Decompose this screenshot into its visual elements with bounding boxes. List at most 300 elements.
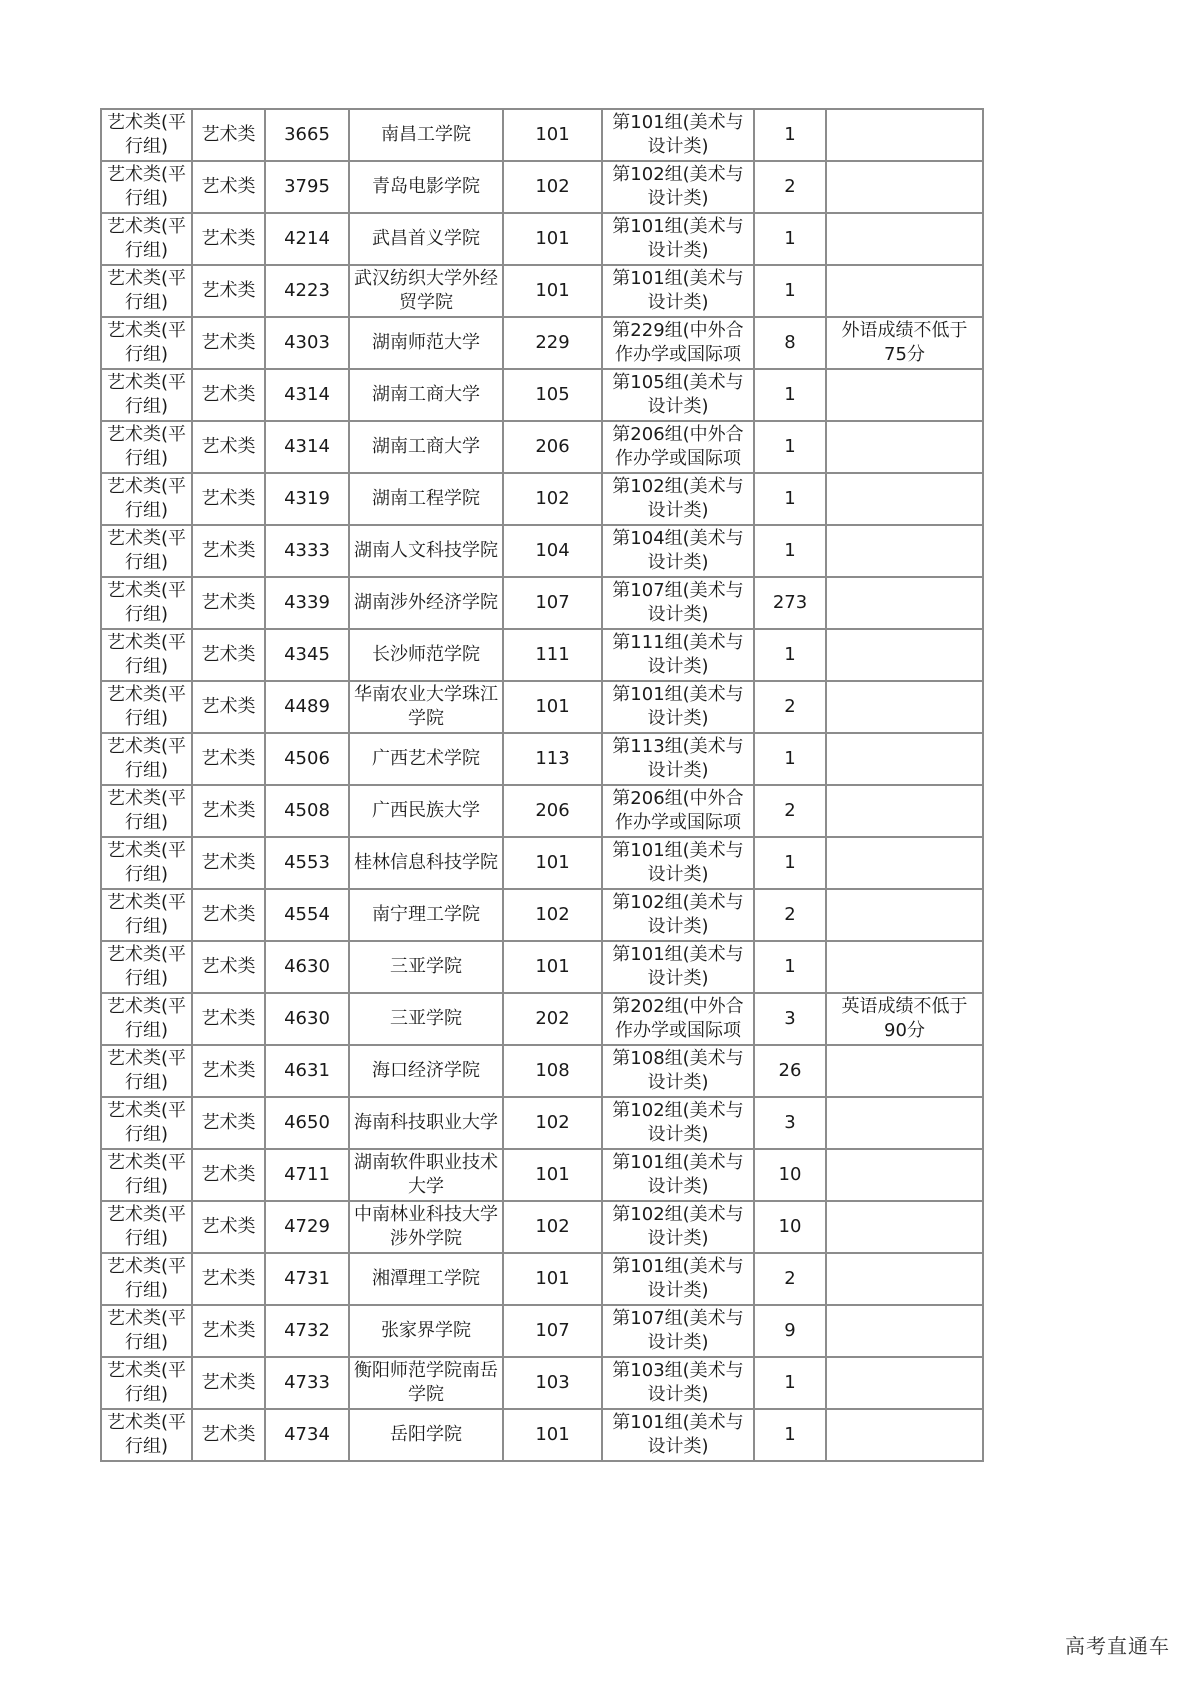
category-cell <box>101 473 192 525</box>
table-row <box>101 837 983 889</box>
group-name-cell-text: 第102组(美术与设计类) <box>612 476 744 521</box>
group-code-cell-text: 206 <box>535 436 570 457</box>
plan-count-cell-text: 1 <box>784 384 796 405</box>
plan-count-cell-text: 9 <box>784 1320 796 1341</box>
category-cell-text: 艺术类(平行组) <box>106 216 187 261</box>
category-cell <box>101 1097 192 1149</box>
plan-count-cell <box>754 1149 826 1201</box>
plan-count-cell <box>754 161 826 213</box>
table-row <box>101 1253 983 1305</box>
group-code-cell-text: 101 <box>535 228 570 249</box>
school-name-cell <box>349 733 503 785</box>
school-name-cell <box>349 1357 503 1409</box>
school-code-cell-text: 4303 <box>284 332 330 353</box>
table-row <box>101 473 983 525</box>
type-cell <box>192 1357 265 1409</box>
category-cell-text: 艺术类(平行组) <box>106 788 187 833</box>
plan-count-cell-text: 1 <box>784 1424 796 1445</box>
type-cell <box>192 681 265 733</box>
plan-count-cell <box>754 525 826 577</box>
group-code-cell <box>503 837 602 889</box>
table-row <box>101 109 983 161</box>
school-name-cell-text: 湖南涉外经济学院 <box>354 592 498 613</box>
school-code-cell <box>265 213 349 265</box>
group-code-cell-text: 101 <box>535 696 570 717</box>
category-cell-text: 艺术类(平行组) <box>106 840 187 885</box>
school-name-cell-text: 广西艺术学院 <box>372 748 480 769</box>
group-name-cell <box>602 1149 754 1201</box>
watermark-text: 高考直通车 <box>1065 1634 1170 1658</box>
type-cell-text: 艺术类 <box>201 696 256 717</box>
school-name-cell <box>349 369 503 421</box>
note-cell <box>826 993 983 1045</box>
school-name-cell <box>349 1201 503 1253</box>
note-cell <box>826 785 983 837</box>
category-cell-text: 艺术类(平行组) <box>106 1152 187 1197</box>
type-cell <box>192 1045 265 1097</box>
plan-count-cell <box>754 837 826 889</box>
group-code-cell-text: 107 <box>535 1320 570 1341</box>
group-code-cell <box>503 1409 602 1461</box>
school-name-cell <box>349 1305 503 1357</box>
school-name-cell-text: 湖南工商大学 <box>372 384 480 405</box>
type-cell <box>192 785 265 837</box>
table-row <box>101 525 983 577</box>
category-cell-text: 艺术类(平行组) <box>106 996 187 1041</box>
group-code-cell <box>503 213 602 265</box>
school-code-cell-text: 4631 <box>284 1060 330 1081</box>
type-cell-text: 艺术类 <box>201 1008 256 1029</box>
school-name-cell <box>349 629 503 681</box>
category-cell <box>101 161 192 213</box>
school-code-cell <box>265 993 349 1045</box>
group-name-cell <box>602 109 754 161</box>
note-cell <box>826 629 983 681</box>
type-cell <box>192 577 265 629</box>
group-name-cell-text: 第101组(美术与设计类) <box>612 1152 744 1197</box>
group-code-cell-text: 111 <box>535 644 570 665</box>
type-cell <box>192 629 265 681</box>
category-cell-text: 艺术类(平行组) <box>106 372 187 417</box>
note-cell <box>826 1045 983 1097</box>
plan-count-cell <box>754 1357 826 1409</box>
plan-count-cell-text: 10 <box>778 1164 802 1185</box>
category-cell <box>101 577 192 629</box>
note-cell-text: 英语成绩不低于90分 <box>841 996 968 1041</box>
plan-count-cell <box>754 1409 826 1461</box>
school-name-cell <box>349 525 503 577</box>
note-cell <box>826 369 983 421</box>
plan-count-cell <box>754 577 826 629</box>
school-name-cell <box>349 1253 503 1305</box>
category-cell-text: 艺术类(平行组) <box>106 684 187 729</box>
category-cell <box>101 941 192 993</box>
group-name-cell-text: 第113组(美术与设计类) <box>612 736 744 781</box>
plan-count-cell <box>754 1097 826 1149</box>
category-cell <box>101 629 192 681</box>
plan-count-cell-text: 2 <box>784 800 796 821</box>
type-cell-text: 艺术类 <box>201 280 256 301</box>
group-name-cell-text: 第107组(美术与设计类) <box>612 1308 744 1353</box>
type-cell <box>192 889 265 941</box>
type-cell <box>192 1409 265 1461</box>
note-cell <box>826 837 983 889</box>
group-code-cell-text: 102 <box>535 1112 570 1133</box>
note-cell <box>826 421 983 473</box>
type-cell <box>192 317 265 369</box>
table-body <box>101 109 983 1461</box>
school-code-cell-text: 4345 <box>284 644 330 665</box>
school-code-cell <box>265 1253 349 1305</box>
group-name-cell-text: 第107组(美术与设计类) <box>612 580 744 625</box>
table-row <box>101 1045 983 1097</box>
category-cell-text: 艺术类(平行组) <box>106 1100 187 1145</box>
category-cell-text: 艺术类(平行组) <box>106 268 187 313</box>
school-name-cell-text: 南昌工学院 <box>381 124 471 145</box>
group-code-cell-text: 101 <box>535 1268 570 1289</box>
school-code-cell-text: 4729 <box>284 1216 330 1237</box>
plan-count-cell <box>754 785 826 837</box>
school-code-cell <box>265 1201 349 1253</box>
group-name-cell <box>602 1357 754 1409</box>
plan-count-cell <box>754 213 826 265</box>
group-name-cell <box>602 889 754 941</box>
group-code-cell <box>503 681 602 733</box>
group-code-cell-text: 101 <box>535 956 570 977</box>
group-code-cell <box>503 1201 602 1253</box>
school-name-cell-text: 青岛电影学院 <box>372 176 480 197</box>
group-name-cell <box>602 837 754 889</box>
plan-count-cell-text: 3 <box>784 1112 796 1133</box>
table-row <box>101 1149 983 1201</box>
school-name-cell <box>349 837 503 889</box>
category-cell-text: 艺术类(平行组) <box>106 528 187 573</box>
plan-count-cell-text: 1 <box>784 1372 796 1393</box>
school-code-cell <box>265 837 349 889</box>
plan-count-cell-text: 1 <box>784 228 796 249</box>
school-name-cell-text: 海南科技职业大学 <box>354 1112 498 1133</box>
type-cell <box>192 837 265 889</box>
school-code-cell <box>265 1357 349 1409</box>
plan-count-cell-text: 1 <box>784 956 796 977</box>
group-name-cell <box>602 161 754 213</box>
type-cell <box>192 1253 265 1305</box>
school-name-cell <box>349 993 503 1045</box>
note-cell <box>826 889 983 941</box>
group-name-cell <box>602 577 754 629</box>
type-cell <box>192 941 265 993</box>
school-code-cell <box>265 1097 349 1149</box>
table-row <box>101 1357 983 1409</box>
group-code-cell <box>503 1253 602 1305</box>
category-cell-text: 艺术类(平行组) <box>106 1256 187 1301</box>
group-code-cell-text: 101 <box>535 280 570 301</box>
group-name-cell-text: 第102组(美术与设计类) <box>612 1204 744 1249</box>
type-cell-text: 艺术类 <box>201 488 256 509</box>
group-name-cell-text: 第102组(美术与设计类) <box>612 1100 744 1145</box>
plan-count-cell <box>754 317 826 369</box>
type-cell-text: 艺术类 <box>201 956 256 977</box>
category-cell-text: 艺术类(平行组) <box>106 1360 187 1405</box>
category-cell <box>101 317 192 369</box>
type-cell-text: 艺术类 <box>201 1216 256 1237</box>
plan-count-cell <box>754 733 826 785</box>
note-cell <box>826 525 983 577</box>
type-cell <box>192 473 265 525</box>
school-code-cell <box>265 109 349 161</box>
group-code-cell-text: 102 <box>535 488 570 509</box>
school-code-cell-text: 4732 <box>284 1320 330 1341</box>
group-name-cell-text: 第202组(中外合作办学或国际项 <box>612 996 744 1041</box>
admission-plan-table <box>100 108 984 1462</box>
school-name-cell <box>349 265 503 317</box>
type-cell-text: 艺术类 <box>201 1112 256 1133</box>
type-cell-text: 艺术类 <box>201 852 256 873</box>
school-code-cell-text: 4554 <box>284 904 330 925</box>
school-code-cell-text: 4508 <box>284 800 330 821</box>
type-cell <box>192 161 265 213</box>
table-row <box>101 317 983 369</box>
type-cell <box>192 1097 265 1149</box>
note-cell <box>826 577 983 629</box>
table-row <box>101 993 983 1045</box>
school-name-cell <box>349 1149 503 1201</box>
table-row <box>101 889 983 941</box>
group-name-cell-text: 第103组(美术与设计类) <box>612 1360 744 1405</box>
school-code-cell-text: 4733 <box>284 1372 330 1393</box>
type-cell <box>192 109 265 161</box>
type-cell-text: 艺术类 <box>201 800 256 821</box>
table-row <box>101 213 983 265</box>
category-cell-text: 艺术类(平行组) <box>106 112 187 157</box>
plan-count-cell <box>754 681 826 733</box>
type-cell-text: 艺术类 <box>201 1164 256 1185</box>
type-cell <box>192 265 265 317</box>
group-code-cell-text: 202 <box>535 1008 570 1029</box>
group-name-cell <box>602 265 754 317</box>
note-cell-text: 外语成绩不低于75分 <box>841 320 968 365</box>
school-code-cell <box>265 317 349 369</box>
plan-count-cell <box>754 265 826 317</box>
type-cell-text: 艺术类 <box>201 540 256 561</box>
school-name-cell <box>349 1409 503 1461</box>
group-code-cell <box>503 733 602 785</box>
category-cell <box>101 1149 192 1201</box>
plan-count-cell <box>754 473 826 525</box>
school-name-cell <box>349 109 503 161</box>
group-code-cell <box>503 473 602 525</box>
group-name-cell <box>602 1097 754 1149</box>
group-name-cell-text: 第206组(中外合作办学或国际项 <box>612 424 744 469</box>
school-name-cell <box>349 785 503 837</box>
table-row <box>101 1305 983 1357</box>
type-cell <box>192 1149 265 1201</box>
group-name-cell-text: 第101组(美术与设计类) <box>612 268 744 313</box>
school-name-cell-text: 华南农业大学珠江学院 <box>354 684 498 729</box>
table-row <box>101 577 983 629</box>
group-name-cell <box>602 1253 754 1305</box>
note-cell <box>826 1357 983 1409</box>
plan-count-cell-text: 1 <box>784 852 796 873</box>
group-code-cell-text: 107 <box>535 592 570 613</box>
table-row <box>101 161 983 213</box>
note-cell <box>826 1305 983 1357</box>
table-row <box>101 369 983 421</box>
type-cell <box>192 213 265 265</box>
note-cell <box>826 681 983 733</box>
table-row <box>101 421 983 473</box>
group-code-cell <box>503 317 602 369</box>
school-name-cell-text: 长沙师范学院 <box>372 644 480 665</box>
type-cell <box>192 733 265 785</box>
school-name-cell <box>349 421 503 473</box>
table-row <box>101 1201 983 1253</box>
group-name-cell-text: 第101组(美术与设计类) <box>612 112 744 157</box>
table-row <box>101 629 983 681</box>
school-code-cell <box>265 785 349 837</box>
school-name-cell-text: 张家界学院 <box>381 1320 471 1341</box>
school-name-cell-text: 湖南工程学院 <box>372 488 480 509</box>
school-code-cell-text: 4553 <box>284 852 330 873</box>
school-code-cell-text: 4731 <box>284 1268 330 1289</box>
school-code-cell-text: 3665 <box>284 124 330 145</box>
plan-count-cell-text: 2 <box>784 176 796 197</box>
school-name-cell-text: 湖南工商大学 <box>372 436 480 457</box>
category-cell-text: 艺术类(平行组) <box>106 632 187 677</box>
school-name-cell <box>349 1097 503 1149</box>
school-code-cell-text: 4489 <box>284 696 330 717</box>
note-cell <box>826 941 983 993</box>
school-name-cell-text: 湖南师范大学 <box>372 332 480 353</box>
school-name-cell <box>349 161 503 213</box>
group-name-cell <box>602 993 754 1045</box>
plan-count-cell-text: 1 <box>784 748 796 769</box>
school-code-cell <box>265 577 349 629</box>
type-cell <box>192 369 265 421</box>
school-code-cell-text: 4630 <box>284 956 330 977</box>
school-code-cell-text: 3795 <box>284 176 330 197</box>
table-row <box>101 1097 983 1149</box>
note-cell <box>826 473 983 525</box>
type-cell-text: 艺术类 <box>201 176 256 197</box>
note-cell <box>826 265 983 317</box>
group-name-cell <box>602 733 754 785</box>
group-name-cell-text: 第101组(美术与设计类) <box>612 1256 744 1301</box>
group-code-cell-text: 102 <box>535 904 570 925</box>
plan-count-cell <box>754 369 826 421</box>
school-name-cell-text: 南宁理工学院 <box>372 904 480 925</box>
group-name-cell <box>602 1409 754 1461</box>
plan-count-cell <box>754 1201 826 1253</box>
group-code-cell-text: 104 <box>535 540 570 561</box>
category-cell-text: 艺术类(平行组) <box>106 736 187 781</box>
school-name-cell-text: 湖南人文科技学院 <box>354 540 498 561</box>
group-name-cell <box>602 213 754 265</box>
plan-count-cell-text: 1 <box>784 280 796 301</box>
school-code-cell <box>265 161 349 213</box>
category-cell-text: 艺术类(平行组) <box>106 1204 187 1249</box>
table-row <box>101 265 983 317</box>
plan-count-cell-text: 1 <box>784 644 796 665</box>
group-name-cell <box>602 369 754 421</box>
category-cell-text: 艺术类(平行组) <box>106 1308 187 1353</box>
category-cell <box>101 213 192 265</box>
note-cell <box>826 1097 983 1149</box>
school-code-cell <box>265 889 349 941</box>
school-code-cell-text: 4214 <box>284 228 330 249</box>
group-name-cell <box>602 473 754 525</box>
plan-count-cell <box>754 941 826 993</box>
type-cell <box>192 1305 265 1357</box>
group-name-cell-text: 第105组(美术与设计类) <box>612 372 744 417</box>
category-cell-text: 艺术类(平行组) <box>106 892 187 937</box>
school-name-cell <box>349 681 503 733</box>
type-cell-text: 艺术类 <box>201 1268 256 1289</box>
category-cell <box>101 525 192 577</box>
type-cell-text: 艺术类 <box>201 1424 256 1445</box>
group-code-cell <box>503 1305 602 1357</box>
category-cell <box>101 785 192 837</box>
table-row <box>101 681 983 733</box>
plan-count-cell-text: 26 <box>778 1060 802 1081</box>
type-cell <box>192 993 265 1045</box>
category-cell <box>101 733 192 785</box>
group-code-cell <box>503 161 602 213</box>
school-name-cell-text: 武汉纺织大学外经贸学院 <box>354 268 498 313</box>
group-code-cell-text: 101 <box>535 1164 570 1185</box>
plan-count-cell <box>754 1305 826 1357</box>
group-name-cell <box>602 317 754 369</box>
note-cell <box>826 109 983 161</box>
group-code-cell <box>503 577 602 629</box>
group-code-cell <box>503 1357 602 1409</box>
group-name-cell-text: 第108组(美术与设计类) <box>612 1048 744 1093</box>
school-code-cell-text: 4314 <box>284 384 330 405</box>
plan-count-cell <box>754 629 826 681</box>
school-name-cell-text: 桂林信息科技学院 <box>354 852 498 873</box>
group-code-cell <box>503 369 602 421</box>
group-code-cell-text: 113 <box>535 748 570 769</box>
category-cell-text: 艺术类(平行组) <box>106 1412 187 1457</box>
type-cell <box>192 1201 265 1253</box>
school-code-cell <box>265 1149 349 1201</box>
school-name-cell <box>349 473 503 525</box>
type-cell-text: 艺术类 <box>201 644 256 665</box>
school-name-cell <box>349 889 503 941</box>
note-cell <box>826 1201 983 1253</box>
school-code-cell <box>265 941 349 993</box>
school-code-cell <box>265 1045 349 1097</box>
group-code-cell-text: 102 <box>535 176 570 197</box>
school-name-cell-text: 广西民族大学 <box>372 800 480 821</box>
type-cell-text: 艺术类 <box>201 228 256 249</box>
plan-count-cell-text: 8 <box>784 332 796 353</box>
group-code-cell <box>503 941 602 993</box>
group-code-cell-text: 103 <box>535 1372 570 1393</box>
school-name-cell <box>349 317 503 369</box>
plan-count-cell-text: 3 <box>784 1008 796 1029</box>
plan-count-cell-text: 10 <box>778 1216 802 1237</box>
table-row <box>101 941 983 993</box>
plan-count-cell <box>754 1253 826 1305</box>
type-cell-text: 艺术类 <box>201 748 256 769</box>
category-cell <box>101 109 192 161</box>
category-cell <box>101 265 192 317</box>
group-name-cell-text: 第111组(美术与设计类) <box>612 632 744 677</box>
group-name-cell-text: 第101组(美术与设计类) <box>612 1412 744 1457</box>
school-code-cell-text: 4314 <box>284 436 330 457</box>
plan-count-cell-text: 1 <box>784 436 796 457</box>
